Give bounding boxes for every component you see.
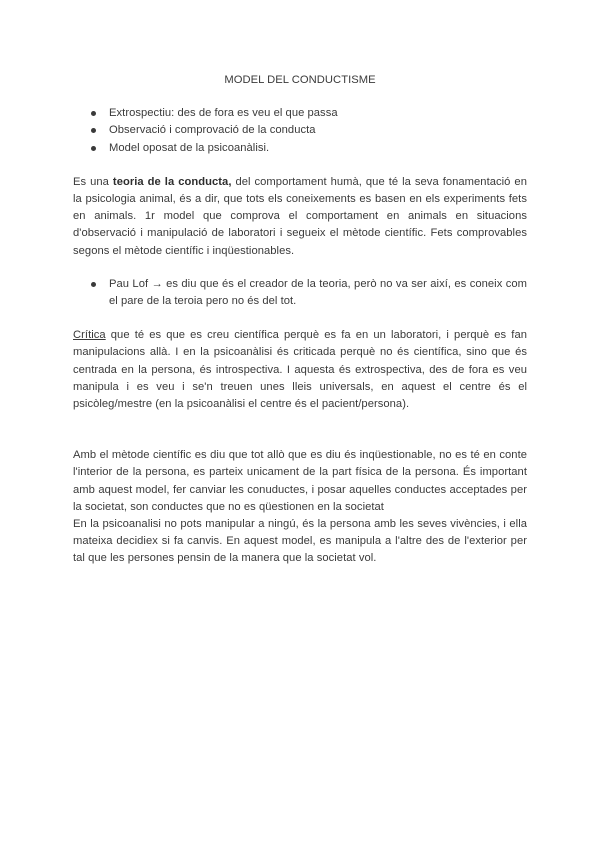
intro-bullet-list [73, 105, 527, 157]
list-item-text: Observació i comprovació de la conducta [109, 124, 316, 137]
bullet-dot-icon [91, 111, 96, 116]
page-title: MODEL DEL CONDUCTISME [224, 74, 376, 86]
paragraph-theory-rest: del comportament humà, que té la seva fonamentació en la psicologia animal, és a dir, que tots els coneixements es basen en els experiments fets en animals. 1r model que comprova el comportament en animals en situacions d'observació i manipulació de laboratori i segueix el mètode científic. Fets comprovables segons el mètode científic i inqüestionables. [73, 175, 527, 257]
list-item [73, 276, 527, 310]
bullet-dot-icon [91, 146, 96, 151]
list-item-text: Pau Lof → es diu que és el creador de la teoria, però no va ser així, es coneix com el pare de la teroia pero no és del tot. [109, 277, 527, 308]
paragraph-theory [73, 174, 527, 260]
list-item-text: Extrospectiu: des de fora es veu el que passa [109, 107, 338, 120]
list-item-text: Model oposat de la psicoanàlisi. [109, 141, 270, 154]
bullet-dot-icon [91, 128, 96, 133]
list-item [73, 122, 527, 139]
paragraph-psychoanalysis: En la psicoanalisi no pots manipular a ningú, és la persona amb les seves vivències, i ella mateixa decidiex si fa canvis. En aquest model, es manipula a l'altre des de l'exterior per tal que les persones pensin de la manera que la societat vol. [73, 518, 527, 565]
paragraph-theory-lead: Es una [73, 175, 113, 188]
document-page [73, 72, 527, 568]
paragraph-critique-underlined: Crítica [73, 329, 106, 342]
author-bullet-list [73, 276, 527, 310]
paragraph-scientific-method: Amb el mètode científic es diu que tot allò que es diu és inqüestionable, no es té en conte l'interior de la persona, es parteix unicament de la part física de la persona. És important amb aquest model, fer canviar les conuductes, i posar aquelles conductes acceptades per la societat, son conductes que no es qüestionen en la societat [73, 449, 527, 513]
paragraph-critique [73, 327, 527, 413]
paragraph-theory-bold: teoria de la conducta, [112, 175, 232, 188]
bullet-dot-icon [91, 282, 96, 287]
paragraph-critique-rest: que té es que es creu científica perquè es fa en un laboratori, i perquè es fan manipulacions allà. I en la psicoanàlisi és criticada perquè no és científica, sino que és centrada en la persona, és introspectiva. I aquesta és extrospectiva, des de fora es veu manipula i es veu i se'n treuen unes lleis universals, en aquest el centre és el psicòleg/mestre (en la psicoanàlisi el centre és el pacient/persona). [73, 329, 527, 411]
list-item [73, 140, 527, 157]
list-item [73, 105, 527, 122]
